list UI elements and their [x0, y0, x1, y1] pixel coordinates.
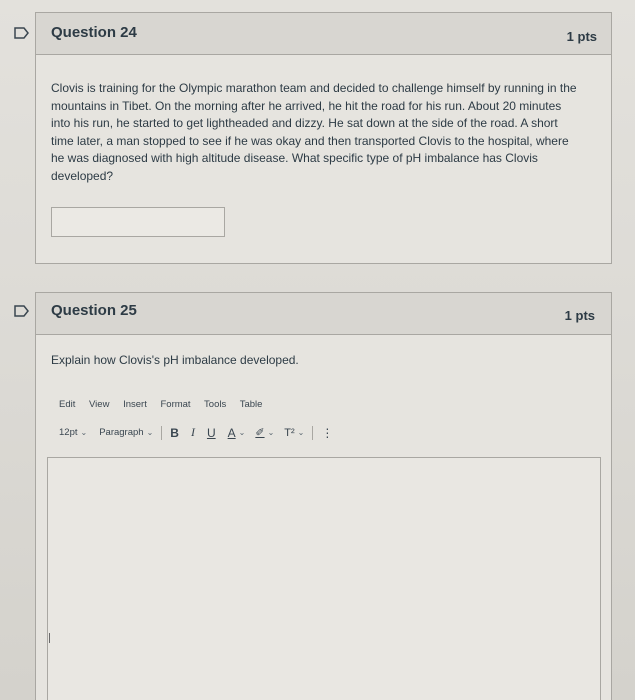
question-text-line: mountains in Tibet. On the morning after he arrived, he hit the road for his run. About 20 minutes	[51, 98, 562, 113]
question-text-line: he was diagnosed with high altitude disease. What specific type of pH imbalance has Clovis	[51, 151, 538, 165]
chevron-down-icon: ⌄	[297, 428, 305, 437]
question-text-line: into his run, he started to get lightheaded and dizzy. He sat down at the side of the road. A short	[51, 116, 558, 130]
chevron-down-icon: ⌄	[146, 428, 154, 437]
bold-button[interactable]: B	[170, 425, 179, 440]
highlight-button[interactable]	[255, 426, 274, 439]
chevron-down-icon: ⌄	[267, 428, 275, 437]
question-text-line: developed?	[51, 168, 114, 183]
highlight-icon: ✐	[255, 427, 265, 439]
menu-format[interactable]: Format	[160, 399, 191, 410]
toolbar-divider	[161, 426, 162, 440]
superscript-icon: T²	[284, 426, 295, 439]
superscript-button[interactable]	[284, 427, 304, 439]
menu-tools[interactable]: Tools	[204, 399, 227, 410]
editor-toolbar	[59, 425, 333, 440]
menu-insert[interactable]: Insert	[123, 399, 147, 410]
underline-button[interactable]: U	[206, 425, 216, 440]
question-text-line: time later, a man stopped to see if he was okay and then transported Clovis to the hospital, where	[51, 133, 569, 148]
question-text-line: Clovis is training for the Olympic marathon team and decided to challenge himself by running in the	[51, 81, 577, 95]
question-25-card	[35, 292, 612, 700]
text-cursor	[49, 633, 50, 643]
answer-editor[interactable]	[47, 457, 601, 700]
question-24-header	[36, 13, 611, 55]
question-title: Question 24	[51, 24, 137, 41]
question-points: 1 pts	[566, 29, 597, 44]
editor-menubar	[59, 399, 273, 410]
flag-question-icon[interactable]	[14, 27, 30, 39]
question-title: Question 25	[51, 302, 137, 319]
toolbar-divider	[312, 426, 313, 440]
question-points: 1 pts	[564, 308, 595, 323]
question-25-text: Explain how Clovis's pH imbalance developed.	[51, 353, 299, 367]
italic-button[interactable]: I	[190, 425, 195, 439]
font-size-select[interactable]	[59, 427, 87, 438]
font-size-value: 12pt	[59, 427, 78, 438]
chevron-down-icon: ⌄	[238, 428, 246, 437]
block-format-select[interactable]	[99, 427, 153, 438]
chevron-down-icon: ⌄	[80, 428, 88, 437]
flag-question-icon[interactable]	[14, 305, 30, 317]
menu-table[interactable]: Table	[239, 399, 263, 410]
menu-view[interactable]: View	[89, 399, 110, 410]
answer-input[interactable]	[51, 207, 225, 237]
text-color-icon: A	[227, 425, 236, 440]
menu-edit[interactable]: Edit	[59, 399, 76, 410]
text-color-button[interactable]	[228, 426, 246, 440]
more-options-icon[interactable]: ⋮	[321, 425, 334, 440]
question-24-card	[35, 12, 612, 264]
block-format-value: Paragraph	[99, 427, 144, 438]
question-25-header	[36, 293, 611, 335]
question-24-text	[51, 80, 601, 185]
